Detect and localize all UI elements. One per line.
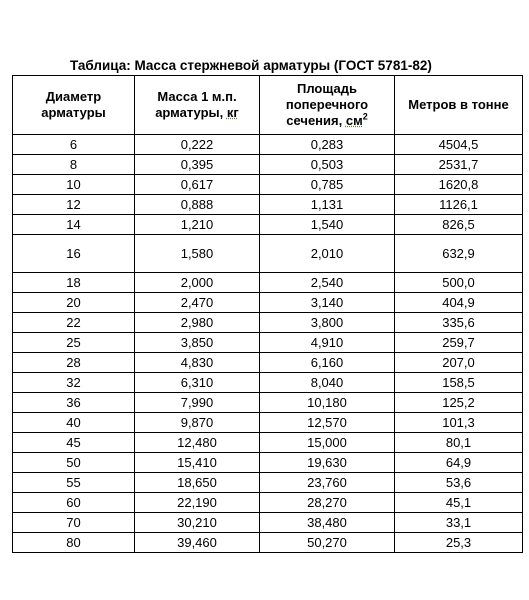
cell-area: 28,270 [260,493,395,513]
table-row [13,453,523,473]
header-area-line1: Площадь [297,81,357,96]
cell-mass: 18,650 [135,473,260,493]
cell-meters-per-ton: 45,1 [395,493,523,513]
cell-area: 10,180 [260,393,395,413]
table-row [13,293,523,313]
cell-meters-per-ton: 826,5 [395,215,523,235]
cell-area: 6,160 [260,353,395,373]
cell-area: 23,760 [260,473,395,493]
header-area-line2: поперечного [285,97,369,112]
cell-meters-per-ton: 335,6 [395,313,523,333]
cell-meters-per-ton: 259,7 [395,333,523,353]
cell-mass: 22,190 [135,493,260,513]
table-row [13,493,523,513]
table-row [13,433,523,453]
table-row [13,393,523,413]
cell-meters-per-ton: 1126,1 [395,195,523,215]
cell-area: 1,540 [260,215,395,235]
cell-diameter: 25 [13,333,135,353]
cell-diameter: 22 [13,313,135,333]
cell-meters-per-ton: 500,0 [395,273,523,293]
header-area [260,76,395,135]
table-row [13,533,523,553]
table-row [13,353,523,373]
header-mass [135,76,260,135]
table-row [13,215,523,235]
cell-area: 8,040 [260,373,395,393]
cell-area: 12,570 [260,413,395,433]
table-title: Таблица: Масса стержневой арматуры (ГОСТ 5781-82) [70,58,432,73]
cell-area: 3,800 [260,313,395,333]
cell-meters-per-ton: 33,1 [395,513,523,533]
cell-mass: 6,310 [135,373,260,393]
cell-area: 50,270 [260,533,395,553]
table-row [13,373,523,393]
cell-mass: 9,870 [135,413,260,433]
header-mass-unit: кг [226,105,239,120]
cell-meters-per-ton: 4504,5 [395,135,523,155]
cell-diameter: 80 [13,533,135,553]
cell-diameter: 18 [13,273,135,293]
cell-mass: 2,470 [135,293,260,313]
header-mass-line2: арматуры, [155,105,227,120]
cell-meters-per-ton: 125,2 [395,393,523,413]
cell-diameter: 45 [13,433,135,453]
cell-meters-per-ton: 404,9 [395,293,523,313]
header-mass-line1: Масса 1 м.п. [157,89,237,104]
cell-diameter: 16 [13,235,135,273]
cell-diameter: 10 [13,175,135,195]
cell-mass: 12,480 [135,433,260,453]
cell-diameter: 32 [13,373,135,393]
cell-area: 19,630 [260,453,395,473]
cell-meters-per-ton: 1620,8 [395,175,523,195]
cell-diameter: 20 [13,293,135,313]
cell-diameter: 36 [13,393,135,413]
cell-mass: 39,460 [135,533,260,553]
cell-mass: 0,222 [135,135,260,155]
cell-area: 0,283 [260,135,395,155]
cell-mass: 2,000 [135,273,260,293]
table-row [13,313,523,333]
cell-meters-per-ton: 25,3 [395,533,523,553]
cell-area: 1,131 [260,195,395,215]
cell-mass: 0,395 [135,155,260,175]
table-row [13,175,523,195]
cell-diameter: 70 [13,513,135,533]
table-row [13,473,523,493]
cell-mass: 3,850 [135,333,260,353]
table-row [13,135,523,155]
table-row [13,155,523,175]
cell-area: 3,140 [260,293,395,313]
cell-area: 0,503 [260,155,395,175]
header-diameter [13,76,135,135]
cell-diameter: 8 [13,155,135,175]
cell-area: 0,785 [260,175,395,195]
cell-meters-per-ton: 53,6 [395,473,523,493]
cell-mass: 1,210 [135,215,260,235]
cell-diameter: 6 [13,135,135,155]
table-row [13,333,523,353]
cell-mass: 15,410 [135,453,260,473]
cell-mass: 0,888 [135,195,260,215]
cell-diameter: 50 [13,453,135,473]
cell-diameter: 14 [13,215,135,235]
cell-area: 15,000 [260,433,395,453]
table-body [13,135,523,553]
cell-mass: 1,580 [135,235,260,273]
cell-meters-per-ton: 64,9 [395,453,523,473]
rebar-mass-table [12,75,523,553]
cell-area: 2,540 [260,273,395,293]
cell-meters-per-ton: 2531,7 [395,155,523,175]
cell-meters-per-ton: 158,5 [395,373,523,393]
cell-diameter: 60 [13,493,135,513]
cell-diameter: 28 [13,353,135,373]
cell-mass: 30,210 [135,513,260,533]
header-area-unit: см [345,113,363,128]
cell-diameter: 12 [13,195,135,215]
cell-area: 2,010 [260,235,395,273]
cell-area: 38,480 [260,513,395,533]
table-row [13,195,523,215]
header-diameter-line1: Диаметр [45,89,102,104]
table-row [13,413,523,433]
cell-meters-per-ton: 207,0 [395,353,523,373]
header-diameter-line2: арматуры [41,105,106,120]
header-row [13,76,523,135]
header-meters-per-ton: Метров в тонне [395,76,523,135]
table-row [13,513,523,533]
cell-meters-per-ton: 80,1 [395,433,523,453]
cell-diameter: 55 [13,473,135,493]
cell-meters-per-ton: 632,9 [395,235,523,273]
table-row [13,273,523,293]
header-area-line3: сечения, [286,113,346,128]
cell-mass: 7,990 [135,393,260,413]
cell-diameter: 40 [13,413,135,433]
table-row [13,235,523,273]
cell-meters-per-ton: 101,3 [395,413,523,433]
header-area-exponent: 2 [362,111,368,122]
cell-mass: 0,617 [135,175,260,195]
cell-mass: 2,980 [135,313,260,333]
cell-mass: 4,830 [135,353,260,373]
cell-area: 4,910 [260,333,395,353]
